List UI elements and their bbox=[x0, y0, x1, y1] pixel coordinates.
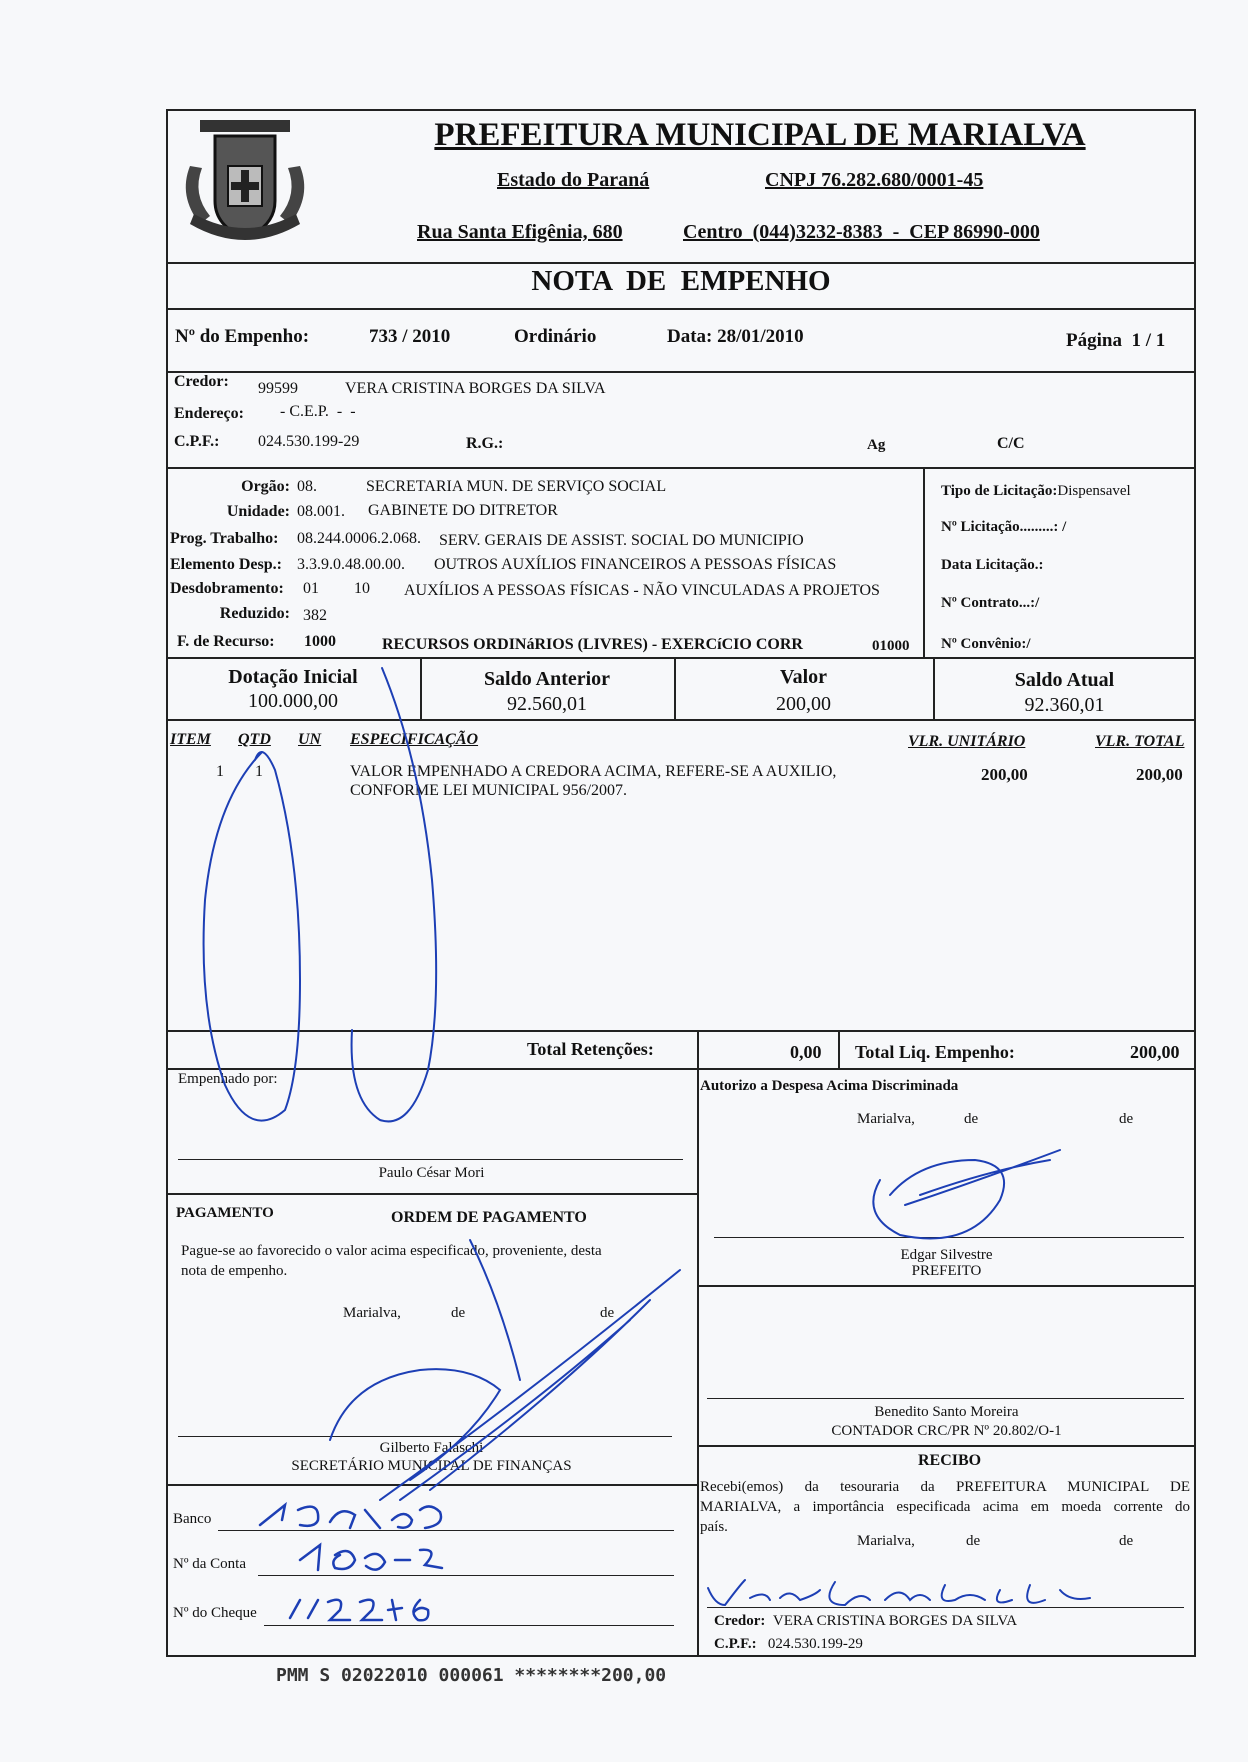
dotacao-inicial-label: Dotação Inicial bbox=[228, 666, 358, 688]
elemento-name: OUTROS AUXÍLIOS FINANCEIROS A PESSOAS FÍSICAS bbox=[434, 556, 837, 573]
saldo-atual-value: 92.360,01 bbox=[1024, 694, 1105, 716]
rg-label: R.G.: bbox=[466, 435, 504, 452]
empenhado-nome: Paulo César Mori bbox=[378, 1165, 485, 1181]
recibo-de1: de bbox=[966, 1533, 981, 1549]
reduzido-label: Reduzido: bbox=[219, 605, 290, 622]
ink-credor-signature bbox=[708, 1580, 1090, 1605]
orgao-label: Orgão: bbox=[241, 478, 290, 495]
recibo-credor-label: Credor: bbox=[714, 1613, 766, 1629]
row-especificacao-line2: CONFORME LEI MUNICIPAL 956/2007. bbox=[350, 782, 628, 799]
ag-label: Ag bbox=[867, 437, 886, 453]
secretario-cargo: SECRETÁRIO MUNICIPAL DE FINANÇAS bbox=[291, 1458, 572, 1474]
row-vlr-unitario: 200,00 bbox=[981, 765, 1028, 784]
recibo-credor-nome: VERA CRISTINA BORGES DA SILVA bbox=[772, 1613, 1018, 1629]
ink-secretario-signature bbox=[330, 1240, 680, 1500]
reduzido-value: 382 bbox=[303, 607, 327, 624]
row-vlr-total: 200,00 bbox=[1136, 765, 1183, 784]
col-item: ITEM bbox=[170, 731, 211, 748]
col-especificacao: ESPECIFICAÇÃO bbox=[350, 731, 479, 748]
orgao-code: 08. bbox=[297, 478, 317, 495]
elemento-code: 3.3.9.0.48.00.00. bbox=[297, 556, 405, 573]
row-qtd: 1 bbox=[255, 763, 263, 780]
endereco-value: - C.E.P. - - bbox=[280, 403, 356, 420]
autorizo-label: Autorizo a Despesa Acima Discriminada bbox=[700, 1078, 959, 1094]
ink-loop-left bbox=[204, 752, 300, 1121]
unidade-label: Unidade: bbox=[226, 503, 290, 520]
ink-prefeito-signature bbox=[873, 1150, 1060, 1238]
cpf-label: C.P.F.: bbox=[174, 433, 220, 450]
state-label: Estado do Paraná bbox=[497, 169, 650, 191]
row-item: 1 bbox=[216, 763, 224, 780]
autorizo-de1: de bbox=[964, 1111, 979, 1127]
col-vlr-total: VLR. TOTAL bbox=[1095, 733, 1185, 750]
licitacao-contrato: Nº Contrato...:/ bbox=[941, 595, 1040, 611]
desdobramento-name: AUXÍLIOS A PESSOAS FÍSICAS - NÃO VINCULADAS A PROJETOS bbox=[404, 582, 880, 599]
autorizo-de2: de bbox=[1119, 1111, 1134, 1127]
ink-conta-handwriting bbox=[300, 1545, 442, 1570]
recurso-label: F. de Recurso: bbox=[177, 633, 275, 650]
document-title: NOTA DE EMPENHO bbox=[531, 265, 831, 297]
unidade-name: GABINETE DO DITRETOR bbox=[368, 502, 558, 519]
unidade-code: 08.001. bbox=[297, 503, 345, 520]
orgao-name: SECRETARIA MUN. DE SERVIÇO SOCIAL bbox=[366, 478, 667, 495]
total-liquido-label: Total Liq. Empenho: bbox=[855, 1042, 1015, 1062]
recurso-name: RECURSOS ORDINáRIOS (LIVRES) - EXERCíCIO CORR bbox=[382, 636, 803, 653]
contador-nome: Benedito Santo Moreira bbox=[874, 1404, 1019, 1420]
licitacao-tipo-label: Tipo de Licitação: bbox=[941, 483, 1058, 499]
ink-cheque-handwriting bbox=[290, 1600, 428, 1621]
recibo-cpf-label: C.P.F.: bbox=[714, 1636, 757, 1652]
cc-label: C/C bbox=[997, 435, 1025, 452]
credor-name: VERA CRISTINA BORGES DA SILVA bbox=[345, 380, 606, 397]
licitacao-data: Data Licitação.: bbox=[941, 557, 1044, 573]
valor-label: Valor bbox=[779, 666, 828, 688]
recibo-local: Marialva, bbox=[857, 1533, 915, 1549]
prog-name: SERV. GERAIS DE ASSIST. SOCIAL DO MUNICIPIO bbox=[439, 532, 804, 549]
conta-label: Nº da Conta bbox=[173, 1556, 246, 1572]
total-liquido-value: 200,00 bbox=[1130, 1042, 1180, 1062]
cheque-label: Nº do Cheque bbox=[173, 1605, 257, 1621]
contact-label: Centro (044)3232-8383 - CEP 86990-000 bbox=[683, 221, 1040, 243]
cpf-value: 024.530.199-29 bbox=[258, 433, 360, 450]
empenho-number: 733 / 2010 bbox=[369, 326, 451, 347]
ink-banco-handwriting bbox=[260, 1505, 441, 1528]
prefeito-nome: Edgar Silvestre bbox=[900, 1247, 993, 1263]
saldo-anterior-label: Saldo Anterior bbox=[483, 668, 611, 690]
recibo-cpf-value: 024.530.199-29 bbox=[767, 1636, 863, 1652]
desdobramento-code2: 10 bbox=[354, 580, 370, 597]
total-retencoes-label: Total Retenções: bbox=[527, 1039, 654, 1059]
credor-code: 99599 bbox=[258, 380, 298, 397]
dotacao-inicial-value: 100.000,00 bbox=[248, 690, 338, 712]
licitacao-tipo-value: Dispensavel bbox=[1057, 483, 1131, 499]
recibo-title: RECIBO bbox=[918, 1452, 982, 1469]
valor-value: 200,00 bbox=[776, 693, 831, 715]
prog-code: 08.244.0006.2.068. bbox=[297, 530, 421, 547]
pagamento-local: Marialva, bbox=[343, 1305, 401, 1321]
pagamento-texto-line1: Pague-se ao favorecido o valor acima especificado, proveniente, desta bbox=[181, 1243, 602, 1259]
recurso-code2: 01000 bbox=[872, 638, 910, 654]
prog-label: Prog. Trabalho: bbox=[170, 530, 279, 547]
recibo-texto-line3: país. bbox=[700, 1519, 728, 1535]
recibo-texto-line2: MARIALVA, a importância especificada acima em moeda corrente do bbox=[700, 1499, 1190, 1515]
saldo-atual-label: Saldo Atual bbox=[1014, 669, 1115, 691]
elemento-label: Elemento Desp.: bbox=[170, 556, 282, 573]
licitacao-numero: Nº Licitação.........: / bbox=[941, 519, 1067, 535]
credor-label: Credor: bbox=[174, 373, 229, 390]
page-title: PREFEITURA MUNICIPAL DE MARIALVA bbox=[434, 117, 1086, 153]
desdobramento-label: Desdobramento: bbox=[170, 580, 284, 597]
authentication-stamp: PMM S 02022010 000061 ********200,00 bbox=[276, 1665, 667, 1686]
total-retencoes-value: 0,00 bbox=[790, 1042, 822, 1062]
saldo-anterior-value: 92.560,01 bbox=[507, 693, 587, 715]
licitacao-convenio: Nº Convênio:/ bbox=[941, 636, 1031, 652]
prefeito-cargo: PREFEITO bbox=[911, 1263, 982, 1279]
ink-loop-right bbox=[352, 668, 437, 1121]
secretario-nome: Gilberto Falaschi bbox=[379, 1440, 484, 1456]
autorizo-local: Marialva, bbox=[857, 1111, 915, 1127]
pagamento-texto-line2: nota de empenho. bbox=[181, 1263, 288, 1279]
recibo-texto-line1: Recebi(emos) da tesouraria da PREFEITURA MUNICIPAL DE bbox=[700, 1479, 1190, 1495]
empenho-date: Data: 28/01/2010 bbox=[667, 326, 804, 347]
contador-cargo: CONTADOR CRC/PR Nº 20.802/O-1 bbox=[831, 1423, 1062, 1439]
cnpj-label: CNPJ 76.282.680/0001-45 bbox=[765, 169, 984, 191]
pagamento-de2: de bbox=[600, 1305, 615, 1321]
address-label: Rua Santa Efigênia, 680 bbox=[417, 221, 623, 243]
ordem-pagamento-title: ORDEM DE PAGAMENTO bbox=[391, 1209, 587, 1226]
empenhado-por-label: Empenhado por: bbox=[178, 1071, 278, 1087]
pagamento-de1: de bbox=[451, 1305, 466, 1321]
col-vlr-unitario: VLR. UNITÁRIO bbox=[908, 733, 1026, 750]
empenho-label: Nº do Empenho: bbox=[175, 326, 310, 347]
col-qtd: QTD bbox=[238, 731, 271, 748]
recurso-code: 1000 bbox=[304, 633, 336, 650]
row-especificacao-line1: VALOR EMPENHADO A CREDORA ACIMA, REFERE-SE A AUXILIO, bbox=[350, 763, 837, 780]
empenho-type: Ordinário bbox=[514, 326, 597, 347]
endereco-label: Endereço: bbox=[174, 405, 244, 422]
desdobramento-code1: 01 bbox=[303, 580, 319, 597]
recibo-de2: de bbox=[1119, 1533, 1134, 1549]
banco-label: Banco bbox=[173, 1511, 212, 1527]
page-number: Página 1 / 1 bbox=[1066, 330, 1166, 351]
col-un: UN bbox=[298, 731, 322, 748]
pagamento-title: PAGAMENTO bbox=[176, 1205, 274, 1221]
